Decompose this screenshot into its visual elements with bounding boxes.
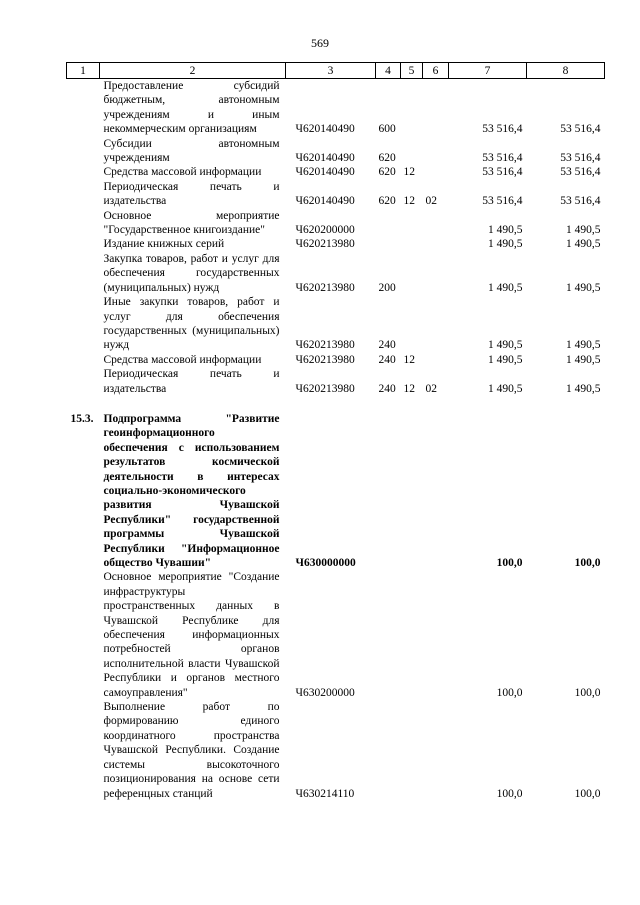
- table-row: [67, 237, 605, 251]
- row-code: Ч620140490: [295, 166, 355, 179]
- row-col-8: 1 490,5: [566, 281, 601, 294]
- header-col-2: 2: [100, 63, 286, 79]
- row-col-4: [376, 412, 401, 570]
- header-col-4: 4: [376, 63, 401, 79]
- row-col-7: 53 516,4: [482, 123, 523, 136]
- table-row: [67, 700, 605, 801]
- row-col-8: 100,0: [574, 557, 601, 569]
- row-name: Предоставление субсидий бюджетным, автономным учреждениям и иным некоммерческим организациям: [103, 80, 280, 136]
- row-col-6: [423, 700, 449, 801]
- table-body: [67, 79, 605, 801]
- row-col-6: 02: [425, 195, 437, 208]
- row-name: Средства массовой информации: [103, 166, 262, 179]
- row-name: Периодическая печать и издательства: [103, 368, 280, 395]
- row-code: Ч620140490: [295, 152, 355, 165]
- row-col-5: [401, 209, 423, 238]
- table-row: [67, 180, 605, 209]
- row-col-6: [423, 353, 449, 367]
- row-col-5: [401, 295, 423, 353]
- row-col-8: 1 490,5: [566, 353, 601, 366]
- row-col-4: 240: [378, 353, 396, 366]
- row-col-7: 53 516,4: [482, 152, 523, 165]
- table-row: [67, 252, 605, 295]
- row-col-4: 600: [378, 123, 396, 136]
- row-col-5: [401, 237, 423, 251]
- row-code: Ч620200000: [295, 224, 355, 237]
- row-col-8: 100,0: [574, 686, 601, 699]
- row-col-7: 100,0: [496, 686, 523, 699]
- row-col-5: [401, 570, 423, 700]
- header-col-1: 1: [67, 63, 100, 79]
- row-col-7: 1 490,5: [488, 224, 523, 237]
- row-col-6: 02: [425, 382, 437, 395]
- row-number: [67, 137, 100, 166]
- row-col-5: 12: [403, 353, 415, 366]
- row-col-8: 1 490,5: [566, 224, 601, 237]
- row-code: Ч620213980: [295, 382, 355, 395]
- row-col-7: 100,0: [496, 787, 523, 800]
- row-number: [67, 180, 100, 209]
- row-name: Закупка товаров, работ и услуг для обеспечения государственных (муниципальных) нужд: [103, 252, 280, 294]
- row-col-7: 53 516,4: [482, 166, 523, 179]
- table-row: [67, 570, 605, 700]
- row-code: Ч620213980: [295, 353, 355, 366]
- row-col-7: 53 516,4: [482, 195, 523, 208]
- row-name: Иные закупки товаров, работ и услуг для обеспечения государственных (муниципальных) нужд: [103, 296, 280, 352]
- row-col-7: 1 490,5: [488, 353, 523, 366]
- table-row: [67, 367, 605, 396]
- table-header: [67, 63, 605, 79]
- row-col-5: 12: [403, 195, 415, 208]
- row-col-4: 620: [378, 195, 396, 208]
- row-number: [67, 165, 100, 179]
- row-col-4: 620: [378, 152, 396, 165]
- row-col-4: [376, 700, 401, 801]
- row-code: Ч620213980: [295, 281, 355, 294]
- row-col-4: 240: [378, 382, 396, 395]
- row-col-8: 1 490,5: [566, 238, 601, 251]
- spacer-row: [67, 396, 605, 412]
- row-col-6: [423, 79, 449, 137]
- table-row: [67, 209, 605, 238]
- budget-table: [66, 62, 605, 801]
- row-name: Основное мероприятие "Создание инфраструктуры пространственных данных в Чувашской Республике для обеспечения информационных потребностей органов исполнительной власти Чувашской Республики и органов местного самоуправления": [103, 571, 280, 699]
- row-col-5: 12: [403, 382, 415, 395]
- row-col-4: [376, 570, 401, 700]
- row-name: Основное мероприятие "Государственное книгоиздание": [103, 209, 280, 237]
- row-number: [67, 700, 100, 801]
- table-row: [67, 353, 605, 367]
- row-col-7: 1 490,5: [488, 238, 523, 251]
- header-col-8: 8: [527, 63, 605, 79]
- row-col-4: [376, 237, 401, 251]
- table-row: [67, 165, 605, 179]
- row-number: [67, 570, 100, 700]
- row-col-8: 53 516,4: [560, 152, 601, 165]
- row-number: [67, 79, 100, 137]
- row-code: Ч620140490: [295, 195, 355, 208]
- row-code: Ч620213980: [295, 238, 355, 251]
- row-col-6: [423, 165, 449, 179]
- row-col-5: [401, 79, 423, 137]
- row-col-8: 1 490,5: [566, 382, 601, 395]
- row-number: 15.3.: [70, 412, 94, 425]
- row-number: [67, 209, 100, 238]
- row-col-5: [401, 137, 423, 166]
- row-name: Средства массовой информации: [103, 353, 262, 366]
- row-code: Ч630200000: [295, 686, 355, 699]
- header-col-3: 3: [286, 63, 376, 79]
- row-col-8: 53 516,4: [560, 166, 601, 179]
- header-col-7: 7: [449, 63, 527, 79]
- row-col-5: [401, 700, 423, 801]
- row-name: Издание книжных серий: [103, 238, 225, 251]
- row-number: [67, 367, 100, 396]
- row-code: Ч620140490: [295, 123, 355, 136]
- row-col-8: 100,0: [574, 787, 601, 800]
- row-col-4: 620: [378, 166, 396, 179]
- row-col-4: 200: [378, 281, 396, 294]
- row-col-6: [423, 570, 449, 700]
- row-col-5: 12: [403, 166, 415, 179]
- row-col-7: 1 490,5: [488, 281, 523, 294]
- row-name: Субсидии автономным учреждениям: [103, 137, 280, 165]
- header-col-6: 6: [423, 63, 449, 79]
- row-name: Подпрограмма "Развитие геоинформационного обеспечения с использованием результатов космической деятельности в интересах социально-экономического развития Чувашской Республики" государственной программы Чувашской Республики "Информационное общество Чувашии": [103, 412, 280, 569]
- row-col-4: 240: [378, 339, 396, 352]
- row-col-7: 1 490,5: [488, 382, 523, 395]
- row-col-6: [423, 209, 449, 238]
- row-col-8: 53 516,4: [560, 123, 601, 136]
- row-col-7: 100,0: [496, 557, 523, 569]
- spacer-cell: [67, 396, 605, 412]
- row-col-4: [376, 209, 401, 238]
- row-number: [67, 295, 100, 353]
- row-number: [67, 353, 100, 367]
- table-row: [67, 412, 605, 570]
- row-name: Периодическая печать и издательства: [103, 180, 280, 208]
- row-code: Ч630000000: [295, 557, 356, 569]
- row-col-8: 53 516,4: [560, 195, 601, 208]
- row-col-6: [423, 295, 449, 353]
- row-col-7: 1 490,5: [488, 339, 523, 352]
- table-row: [67, 295, 605, 353]
- row-col-6: [423, 137, 449, 166]
- row-number: [67, 252, 100, 295]
- row-col-6: [423, 237, 449, 251]
- row-code: Ч620213980: [295, 339, 355, 352]
- row-col-8: 1 490,5: [566, 339, 601, 352]
- row-code: Ч630214110: [295, 787, 355, 800]
- table-row: [67, 137, 605, 166]
- row-number: [67, 237, 100, 251]
- row-col-6: [423, 412, 449, 570]
- header-col-5: 5: [401, 63, 423, 79]
- page-number: 569: [311, 36, 329, 50]
- row-col-6: [423, 252, 449, 295]
- row-name: Выполнение работ по формированию единого координатного пространства Чувашской Республики. Создание системы высокоточного позиционирования на основе сети референцных станций: [103, 701, 280, 800]
- row-col-5: [401, 252, 423, 295]
- table-row: [67, 79, 605, 137]
- row-col-5: [401, 412, 423, 570]
